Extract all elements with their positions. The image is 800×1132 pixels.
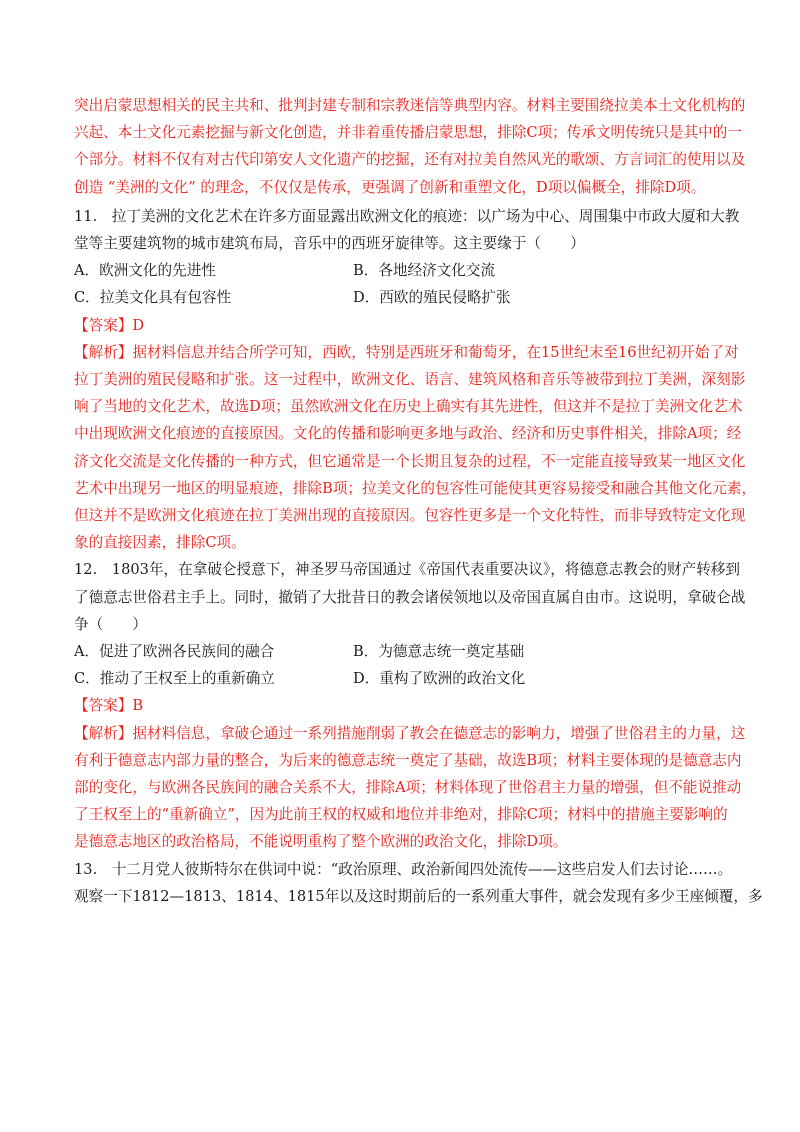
option-d: D．西欧的殖民侵略扩张: [353, 289, 511, 307]
explanation-line: 艺术中出现另一地区的明显痕迹，排除B项；拉美文化的包容性可能使其更容易接受和融合其他文化元素，: [74, 479, 757, 497]
option-b: B．各地经济文化交流: [353, 262, 496, 280]
explanation-line: 了王权至上的“重新确立”，因为此前王权的权威和地位并非绝对，排除C项；材料中的措施主要影响的: [74, 806, 728, 824]
option-row: [74, 638, 726, 665]
question-stem-line: 12. 1803年，在拿破仑授意下，神圣罗马帝国通过《帝国代表重要决议》，将德意志教会的财产转移到: [74, 561, 740, 579]
question-13: [74, 856, 763, 910]
question-stem-line: 堂等主要建筑物的城市建筑布局，音乐中的西班牙旋律等。这主要缘于（ ）: [74, 235, 585, 253]
option-c: C．推动了王权至上的重新确立: [74, 670, 275, 688]
question-stem-line: 观察一下1812—1813、1814、1815年以及这时期前后的一系列重大事件，就会发现有多少王座倾覆，多: [74, 887, 763, 905]
explanation-line: 是德意志地区的政治格局，不能说明重构了整个欧洲的政治文化，排除D项。: [74, 833, 568, 851]
option-row: [74, 257, 726, 284]
explanation-line: 突出启蒙思想相关的民主共和、批判封建专制和宗教迷信等典型内容。材料主要围绕拉美本土文化机构的: [74, 97, 746, 114]
option-c: C．拉美文化具有包容性: [74, 289, 232, 307]
explanation-line: 中出现欧洲文化痕迹的直接原因。文化的传播和影响更多地与政治、经济和历史事件相关，排除A项；经: [74, 425, 742, 443]
explanation-line: 【解析】据材料信息并结合所学可知，西欧，特别是西班牙和葡萄牙，在15世纪末至16世纪初开始了对: [74, 343, 739, 361]
prev-explanation: [74, 92, 746, 201]
explanation: [74, 720, 746, 856]
answer-label: 【答案】D: [74, 316, 145, 334]
explanation-line: 【解析】据材料信息，拿破仑通过一系列措施削弱了教会在德意志的影响力，增强了世俗君主的力量，这: [74, 724, 746, 742]
option-a: A．欧洲文化的先进性: [74, 262, 216, 280]
explanation-line: 兴起、本土文化元素挖掘与新文化创造，并非着重传播启蒙思想，排除C项；传承文明传统只是其中的一: [74, 124, 742, 142]
explanation-line: 个部分。材料不仅有对古代印第安人文化遗产的挖掘，还有对拉美自然风光的歌颂、方言词汇的使用以及: [74, 151, 746, 169]
explanation-line: 象的直接因素，排除C项。: [74, 534, 246, 552]
explanation-line: 部的变化，与欧洲各民族间的融合关系不大，排除A项；材料体现了世俗君主力量的增强，但不能说推动: [74, 779, 742, 797]
question-stem-line: 了德意志世俗君主手上。同时，撤销了大批昔日的教会诸侯领地以及帝国直属自由市。这说明，拿破仑战: [74, 588, 746, 606]
option-d: D．重构了欧洲的政治文化: [353, 670, 526, 688]
question-stem-line: 13. 十二月党人彼斯特尔在供词中说：“政治原理、政治新闻四处流传——这些启发人们去讨论……。: [74, 860, 733, 878]
explanation-line: 有利于德意志内部力量的整合，为后来的德意志统一奠定了基础，故选B项；材料主要体现的是德意志内: [74, 751, 742, 769]
explanation-line: 拉丁美洲的殖民侵略和扩张。这一过程中，欧洲文化、语言、建筑风格和音乐等被带到拉丁美洲，深刻影: [74, 371, 746, 389]
option-a: A．促进了欧洲各民族间的融合: [74, 643, 275, 661]
question-11: [74, 203, 757, 557]
explanation-line: 济文化交流是文化传播的一种方式，但它通常是一个长期且复杂的过程，不一定能直接导致某一地区文化: [74, 452, 746, 470]
explanation-line: 创造 “美洲的文化” 的理念，不仅仅是传承，更强调了创新和重塑文化，D项以偏概全，排除D项。: [74, 178, 706, 196]
question-stem-line: 争（ ）: [74, 615, 147, 633]
explanation: [74, 339, 757, 557]
question-12: [74, 556, 746, 855]
answer-label: 【答案】B: [74, 697, 144, 715]
explanation-line: 但这并不是欧洲文化痕迹在拉丁美洲出现的直接原因。包容性更多是一个文化特性，而非导致特定文化现: [74, 507, 746, 525]
option-row: [74, 284, 726, 311]
option-row: [74, 665, 726, 692]
option-b: B．为德意志统一奠定基础: [353, 643, 525, 661]
question-stem-line: 11. 拉丁美洲的文化艺术在许多方面显露出欧洲文化的痕迹：以广场为中心、周围集中市政大厦和大教: [74, 207, 740, 225]
explanation-line: 响了当地的文化艺术，故选D项；虽然欧洲文化在历史上确实有其先进性，但这并不是拉丁美洲文化艺术: [74, 398, 743, 416]
document-page: [74, 92, 763, 910]
